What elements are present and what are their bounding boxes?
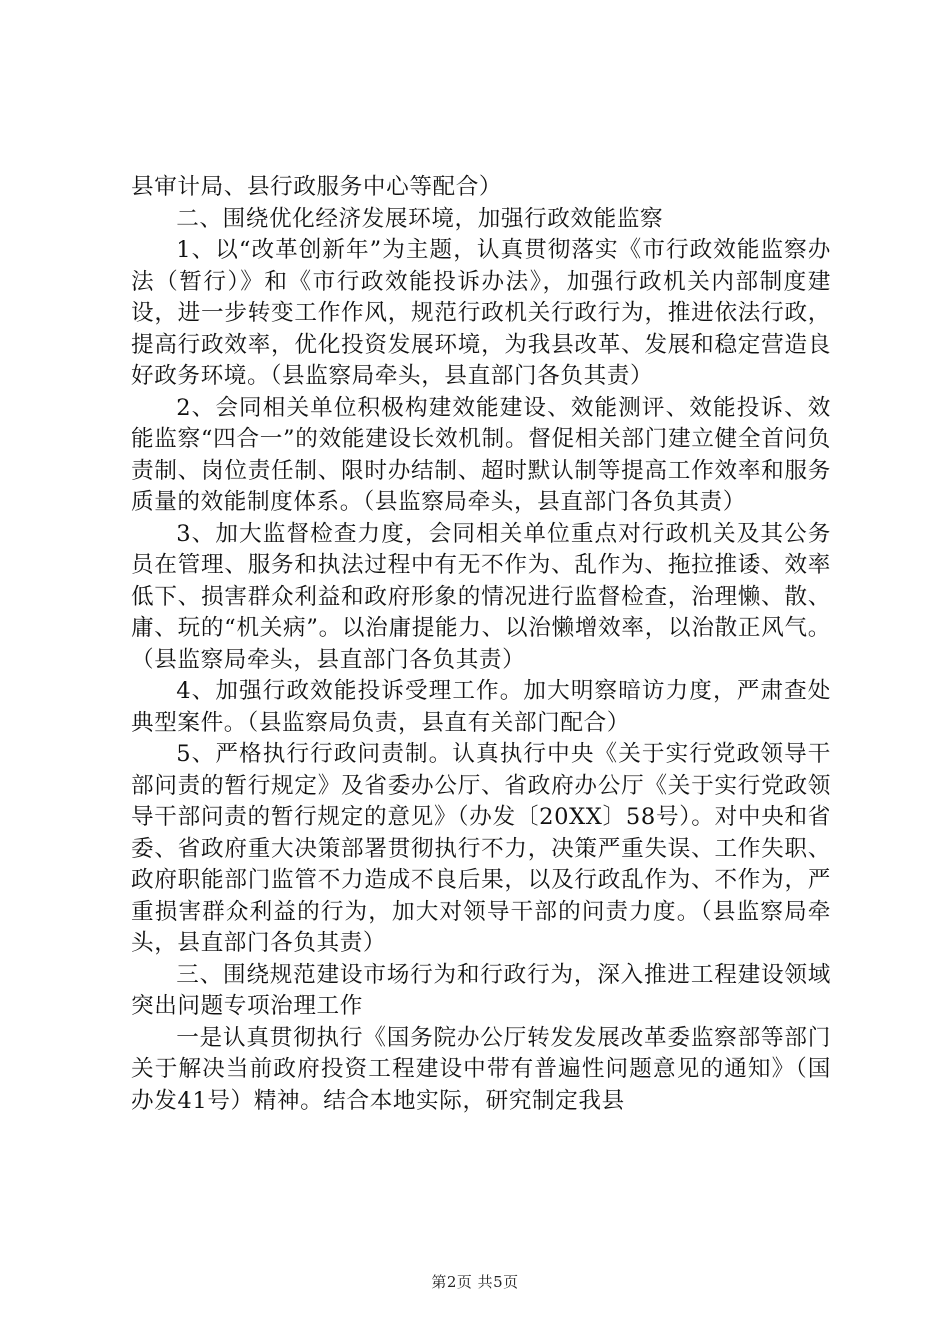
paragraph-continuation: 县审计局、县行政服务中心等配合） xyxy=(131,174,503,200)
paragraph-item-3: 3、加大监督检查力度，会同相关单位重点对行政机关及其公务员在管理、服务和执法过程中有无不作为、乱作为、拖拉推诿、效率低下、损害群众利益和政府形象的情况进行监督检查，治理懒、散、庸、玩的“机关病”。以治庸提能力、以治懒增效率，以治散正风气。（县监察局牵头，县直部门各负其责） xyxy=(131,520,831,673)
paragraph-point-1: 一是认真贯彻执行《国务院办公厅转发发展改革委监察部等部门关于解决当前政府投资工程建设中带有普遍性问题意见的通知》（国办发41号）精神。结合本地实际，研究制定我县 xyxy=(131,1024,831,1114)
paragraph-item-2: 2、会同相关单位积极构建效能建设、效能测评、效能投诉、效能监察“四合一”的效能建设长效机制。督促相关部门建立健全首问负责制、岗位责任制、限时办结制、超时默认制等提高工作效率和服务质量的效能制度体系。（县监察局牵头，县直部门各负其责） xyxy=(131,394,831,515)
document-body xyxy=(131,172,831,1117)
paragraph-item-4: 4、加强行政效能投诉受理工作。加大明察暗访力度，严肃查处典型案件。（县监察局负责，县直有关部门配合） xyxy=(131,678,831,736)
section-heading-2: 二、围绕优化经济发展环境，加强行政效能监察 xyxy=(176,205,664,232)
section-heading-3: 三、围绕规范建设市场行为和行政行为，深入推进工程建设领域突出问题专项治理工作 xyxy=(131,961,831,1019)
paragraph-item-1: 1、以“改革创新年”为主题，认真贯彻落实《市行政效能监察办法（暂行）》和《市行政效能投诉办法》，加强行政机关内部制度建设，进一步转变工作作风，规范行政机关行政行为，推进依法行政，提高行政效率，优化投资发展环境，为我县改革、发展和稳定营造良好政务环境。（县监察局牵头，县直部门各负其责） xyxy=(131,237,831,389)
paragraph-item-5: 5、严格执行行政问责制。认真执行中央《关于实行党政领导干部问责的暂行规定》及省委办公厅、省政府办公厅《关于实行党政领导干部问责的暂行规定的意见》（办发〔20XX〕58号）。对中央和省委、省政府重大决策部署贯彻执行不力，决策严重失误、工作失职、政府职能部门监管不力造成不良后果，以及行政乱作为、不作为，严重损害群众利益的行为，加大对领导干部的问责力度。（县监察局牵头，县直部门各负其责） xyxy=(131,741,831,956)
page-footer: 第2页 共5页 xyxy=(431,1273,519,1291)
